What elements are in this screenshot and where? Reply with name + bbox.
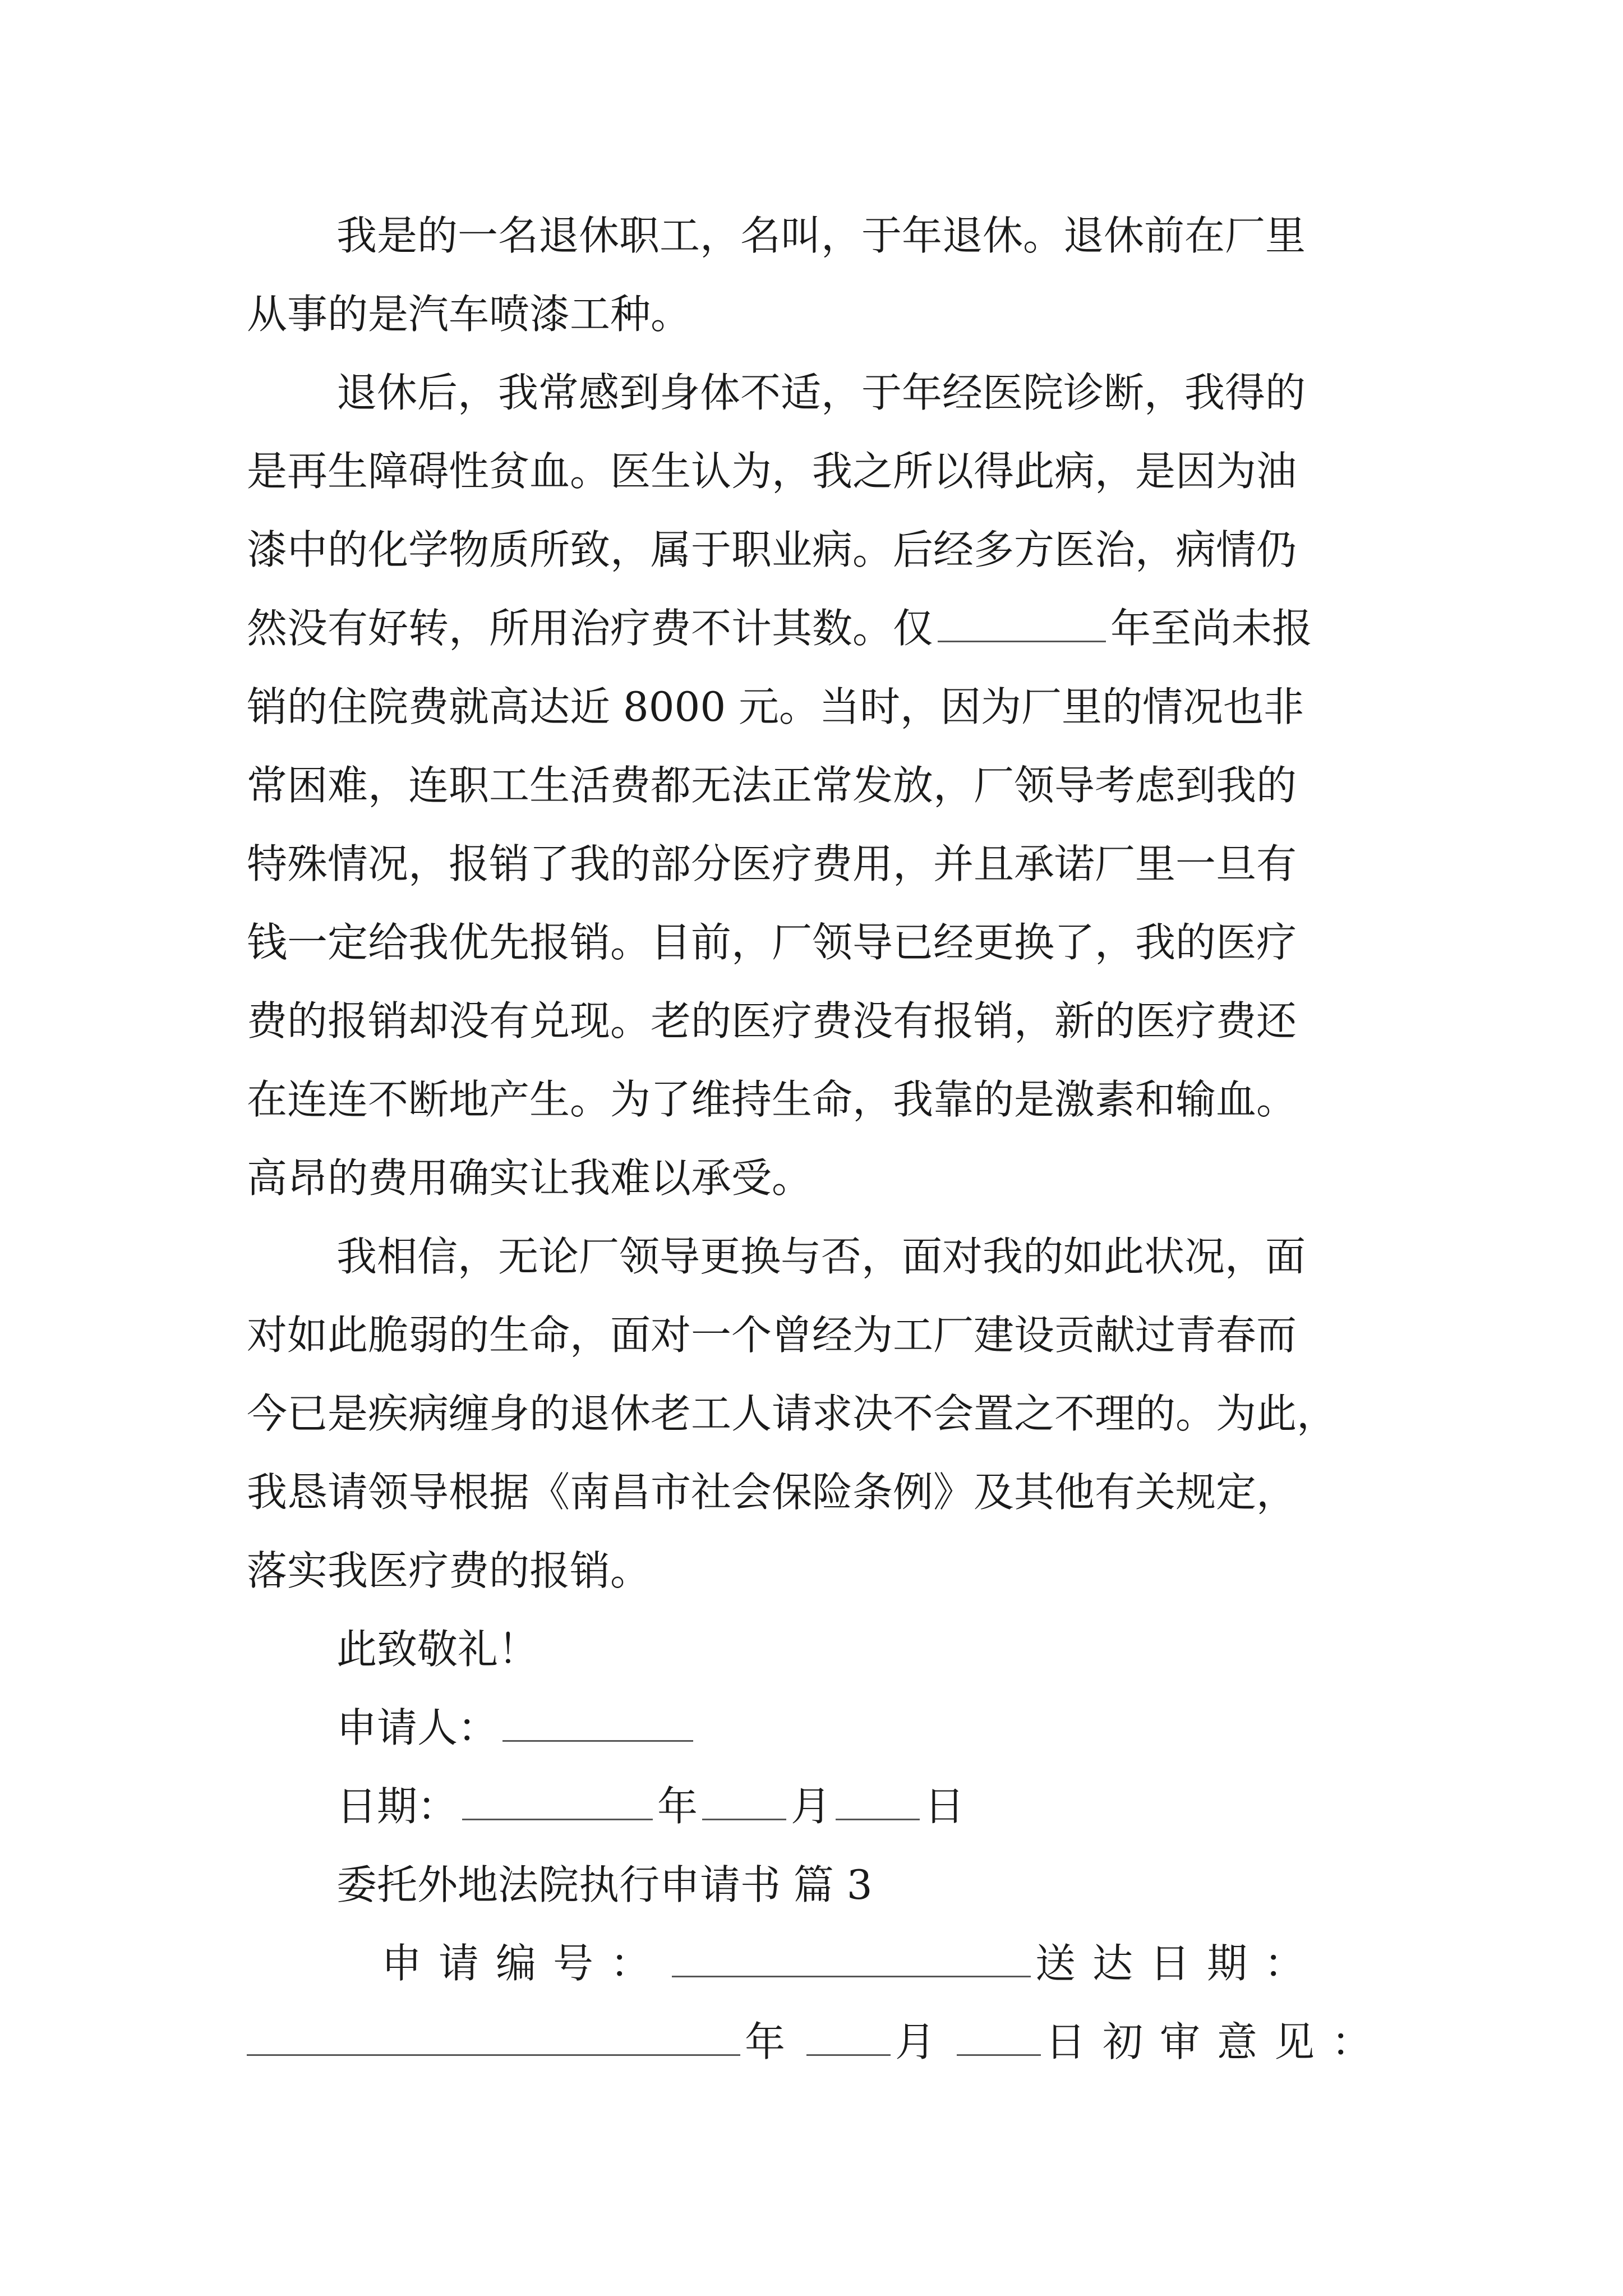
date-month-blank [702, 1779, 786, 1820]
paragraph-2-line-3: 漆中的化学物质所致，属于职业病。后经多方医治，病情仍 [247, 526, 1297, 573]
paragraph-2-line-4-text-a: 然没有好转，所用治疗费不计其数。仅 [247, 605, 934, 652]
date-year-blank [462, 1779, 653, 1820]
section-title: 委托外地法院执行申请书 篇 3 [336, 1861, 873, 1908]
year-blank [938, 601, 1106, 642]
date-line [336, 1773, 965, 1840]
delivery-year-blank [247, 2015, 740, 2056]
form-line-1 [381, 1930, 1321, 1997]
paragraph-2-line-7: 特殊情况，报销了我的部分医疗费用，并且承诺厂里一旦有 [247, 840, 1297, 887]
delivery-month-blank [806, 2015, 891, 2056]
paragraph-3-line-1: 我相信，无论厂领导更换与否，面对我的如此状况，面 [336, 1233, 1306, 1280]
delivery-date-label: 送达日期： [1035, 1940, 1322, 1987]
delivery-day-blank [957, 2015, 1041, 2056]
applicant-label: 申请人： [336, 1704, 499, 1751]
initial-review-label: 日初审意见： [1045, 2018, 1389, 2065]
date-day-blank [836, 1779, 920, 1820]
paragraph-2-line-10: 在连连不断地产生。为了维持生命，我靠的是激素和输血。 [247, 1076, 1297, 1123]
form-line-2 [247, 2008, 1389, 2076]
paragraph-2-line-8: 钱一定给我优先报销。目前，厂领导已经更换了，我的医疗 [247, 919, 1297, 966]
date-year-label: 年 [657, 1783, 698, 1830]
paragraph-2-line-1: 退休后，我常感到身体不适，于年经医院诊断，我得的 [336, 369, 1306, 416]
application-number-label: 申请编号： [381, 1940, 668, 1987]
paragraph-1-line-1: 我是的一名退休职工，名叫，于年退休。退休前在厂里 [336, 212, 1306, 259]
application-number-blank [672, 1936, 1031, 1977]
applicant-blank [502, 1701, 693, 1742]
paragraph-2-line-5: 销的住院费就高达近 8000 元。当时，因为厂里的情况也非 [247, 683, 1304, 730]
date-month-label: 月 [791, 1783, 832, 1830]
paragraph-2-line-4 [247, 595, 1312, 662]
applicant-line [336, 1694, 698, 1761]
paragraph-2-line-4-text-b: 年至尚未报 [1110, 605, 1313, 652]
date-day-label: 日 [924, 1783, 965, 1830]
delivery-month-label: 月 [895, 2018, 953, 2065]
paragraph-2-line-9: 费的报销却没有兑现。老的医疗费没有报销，新的医疗费还 [247, 997, 1297, 1045]
paragraph-1-line-2: 从事的是汽车喷漆工种。 [247, 291, 691, 338]
date-label: 日期： [336, 1783, 458, 1830]
closing-salute: 此致敬礼！ [336, 1626, 539, 1673]
paragraph-3-line-5: 落实我医疗费的报销。 [247, 1547, 651, 1594]
paragraph-3-line-3: 今已是疾病缠身的退休老工人请求决不会置之不理的。为此， [247, 1390, 1338, 1437]
paragraph-3-line-2: 对如此脆弱的生命，面对一个曾经为工厂建设贡献过青春而 [247, 1312, 1297, 1359]
paragraph-2-line-11: 高昂的费用确实让我难以承受。 [247, 1154, 813, 1202]
delivery-year-label: 年 [745, 2018, 803, 2065]
paragraph-2-line-2: 是再生障碍性贫血。医生认为，我之所以得此病，是因为油 [247, 448, 1297, 495]
paragraph-3-line-4: 我恳请领导根据《南昌市社会保险条例》及其他有关规定， [247, 1469, 1297, 1516]
paragraph-2-line-6: 常困难，连职工生活费都无法正常发放，厂领导考虑到我的 [247, 762, 1297, 809]
